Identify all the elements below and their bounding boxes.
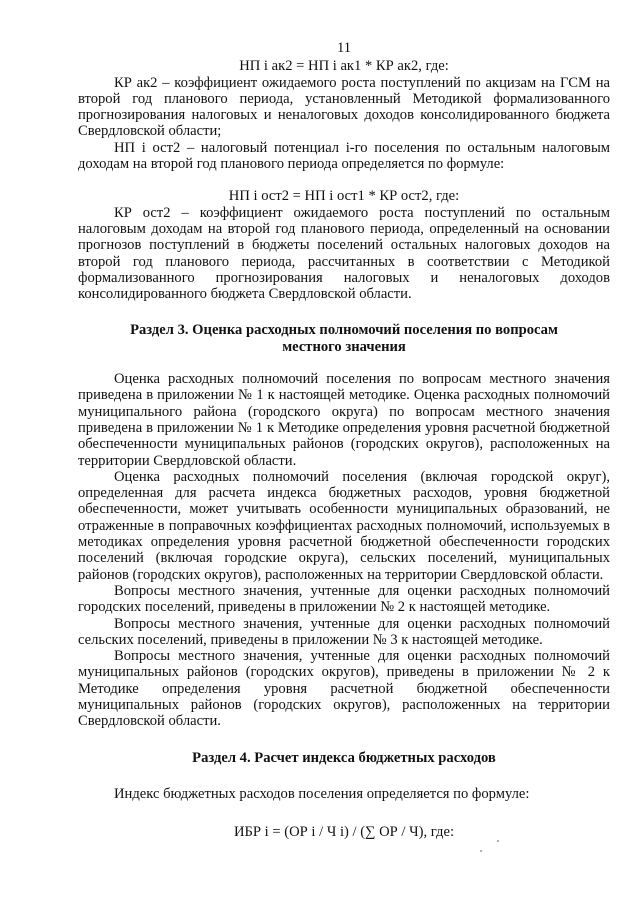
section-3-heading: Раздел 3. Оценка расходных полномочий поселения по вопросам местного значения: [130, 322, 558, 355]
page-number: 11: [336, 40, 352, 56]
formula-np-ak2: НП i ак2 = НП i ак1 * КР ак2, где:: [239, 58, 449, 75]
scan-speck: [497, 840, 499, 842]
section-3-paragraph: Вопросы местного значения, учтенные для оценки расходных полномочий городских поселений, приведены в приложении № 2 к настоящей методике.: [78, 582, 610, 616]
section-3-paragraph: Вопросы местного значения, учтенные для оценки расходных полномочий сельских поселений, приведены в приложении № 3 к настоящей методике.: [78, 615, 610, 648]
formula-np-ost2: НП i ост2 = НП i ост1 * КР ост2, где:: [228, 188, 460, 205]
section-3-paragraph: Оценка расходных полномочий поселения (включая городской округ), определенная для расчета индекса бюджетных расходов, уровня бюджетной обеспеченности, может учитывать особенности муниципальных образований, не отраженные в поправочных коэффициентах расходных полномочий, используемых в методиках определения уровня расчетной бюджетной обеспеченности городских поселений (включая городские округа), сельских поселений, муниципальных районов (городских округов), расположенных на территории Свердловской области.: [78, 468, 610, 583]
section-4-heading: Раздел 4. Расчет индекса бюджетных расходов: [192, 749, 496, 766]
formula-ibr: ИБР i = (ОР i / Ч i) / (∑ ОР / Ч), где:: [233, 824, 454, 841]
section-3-paragraph: Оценка расходных полномочий поселения по вопросам местного значения приведена в приложении № 1 к настоящей методике. Оценка расходных полномочий муниципального района (городского округа) по вопросам местного значения приведена в приложении № 1 к Методике определения уровня расчетной бюджетной обеспеченности муниципальных районов (городских округов), расположенных на территории Свердловской области.: [78, 371, 610, 469]
section-4-intro: Индекс бюджетных расходов поселения определяется по формуле:: [114, 785, 530, 802]
section-3-paragraph: Вопросы местного значения, учтенные для оценки расходных полномочий муниципальных районов (городских округов), приведены в приложении № 2 к Методике определения уровня расчетной бюджетной обеспеченности муниципальных районов (городских округов), расположенных на территории Свердловской области.: [78, 648, 610, 730]
scan-speck: [480, 850, 482, 852]
paragraph-np-ost2: НП i ост2 – налоговый потенциал i-го поселения по остальным налоговым доходам на второй год планового периода определяется по формуле:: [78, 139, 610, 173]
paragraph-kr-ost2: КР ост2 – коэффициент ожидаемого роста поступлений по остальным налоговым доходам на второй год планового периода, определенный на основании прогнозов поступлений в бюджеты поселений остальных налоговых доходов на второй год планового периода, рассчитанных в соответствии с Методикой формализованного прогнозирования налоговых и неналоговых доходов консолидированного бюджета Свердловской области.: [78, 204, 610, 303]
paragraph-kr-ak2: КР ак2 – коэффициент ожидаемого роста поступлений по акцизам на ГСМ на второй год планового периода, установленный Методикой формализованного прогнозирования налоговых и неналоговых доходов консолидированного бюджета Свердловской области;: [78, 74, 610, 140]
